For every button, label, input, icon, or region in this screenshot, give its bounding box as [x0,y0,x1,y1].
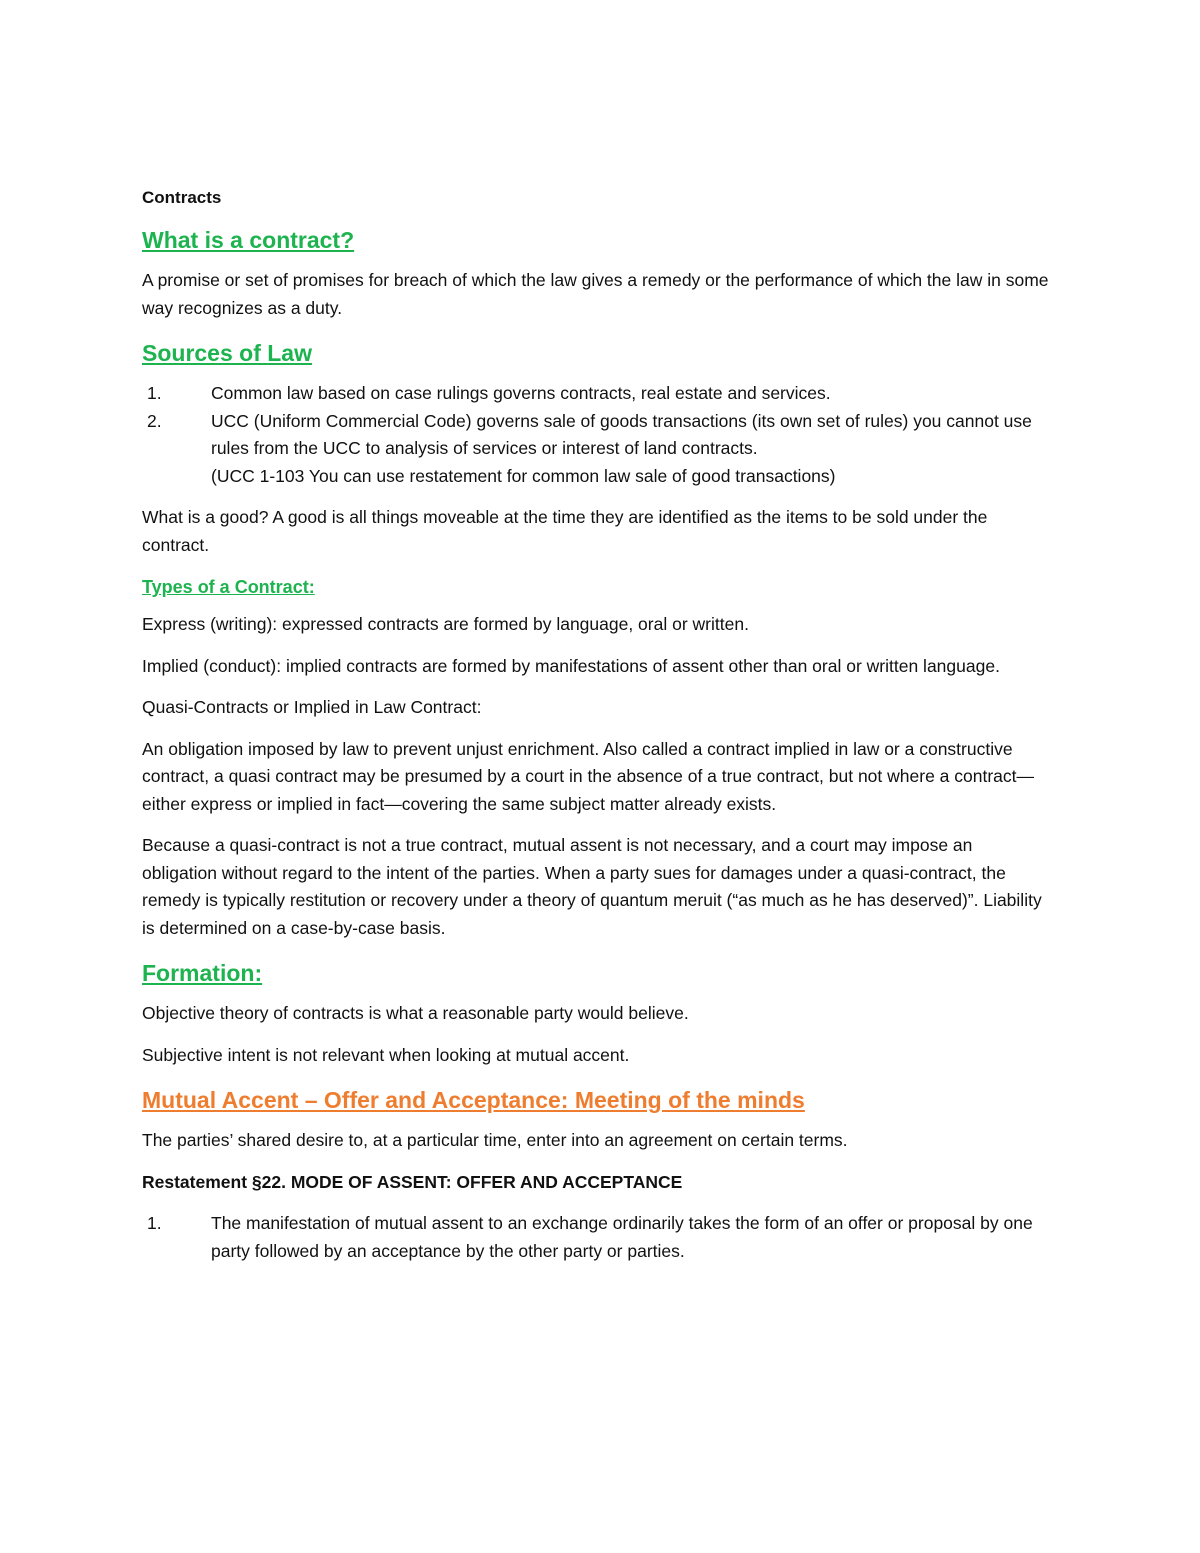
paragraph-contract-definition: A promise or set of promises for breach of which the law gives a remedy or the performance of which the law in some way recognizes as a duty. [142,270,1049,318]
paragraph-what-is-good: What is a good? A good is all things moveable at the time they are identified as the items to be sold under the contract. [142,507,988,555]
list-number: 1. [147,383,162,403]
heading-formation: Formation: [142,960,263,986]
heading-mutual-accent: Mutual Accent – Offer and Acceptance: Meeting of the minds [142,1087,805,1113]
heading-sources-of-law: Sources of Law [142,340,312,366]
paragraph-implied: Implied (conduct): implied contracts are formed by manifestations of assent other than oral or written language. [142,655,1000,676]
list-item-note: (UCC 1-103 You can use restatement for common law sale of good transactions) [211,465,836,486]
sources-list [142,380,1050,490]
restatement-heading: Restatement §22. MODE OF ASSENT: OFFER AND ACCEPTANCE [142,1171,683,1192]
paragraph-objective-theory: Objective theory of contracts is what a reasonable party would believe. [142,1003,689,1023]
list-number: 1. [147,1213,162,1233]
list-item-text: Common law based on case rulings governs contracts, real estate and services. [211,383,831,403]
list-item [142,380,1050,408]
heading-types-of-contract: Types of a Contract: [142,577,315,597]
paragraph-shared-desire: The parties’ shared desire to, at a particular time, enter into an agreement on certain terms. [142,1130,848,1150]
list-item [142,1210,1050,1265]
paragraph-quasi-label: Quasi-Contracts or Implied in Law Contract: [142,697,482,717]
document-title: Contracts [142,188,222,207]
paragraph-quasi-remedy: Because a quasi-contract is not a true contract, mutual assent is not necessary, and a court may impose an obligation without regard to the intent of the parties. When a party sues for damages under a quasi-contract, the remedy is typically restitution or recovery under a theory of quantum meruit (“as much as he has deserved)”. Liability is determined on a case-by-case basis. [142,835,1042,938]
list-number: 2. [147,410,162,431]
paragraph-quasi-definition: An obligation imposed by law to prevent unjust enrichment. Also called a contract implied in law or a constructive contract, a quasi contract may be presumed by a court in the absence of a true contract, but not where a contract—either express or implied in fact—covering the same subject matter already exists. [142,738,1035,814]
paragraph-express: Express (writing): expressed contracts are formed by language, oral or written. [142,614,749,634]
heading-what-is-contract: What is a contract? [142,227,355,253]
list-item-text: UCC (Uniform Commercial Code) governs sale of goods transactions (its own set of rules) you cannot use rules from the UCC to analysis of services or interest of land contracts. [211,410,1032,458]
restatement-list [142,1210,1050,1265]
list-item-text: The manifestation of mutual assent to an exchange ordinarily takes the form of an offer or proposal by one party followed by an acceptance by the other party or parties. [211,1213,1033,1261]
list-item [142,408,1050,491]
paragraph-subjective-intent: Subjective intent is not relevant when looking at mutual accent. [142,1044,630,1065]
